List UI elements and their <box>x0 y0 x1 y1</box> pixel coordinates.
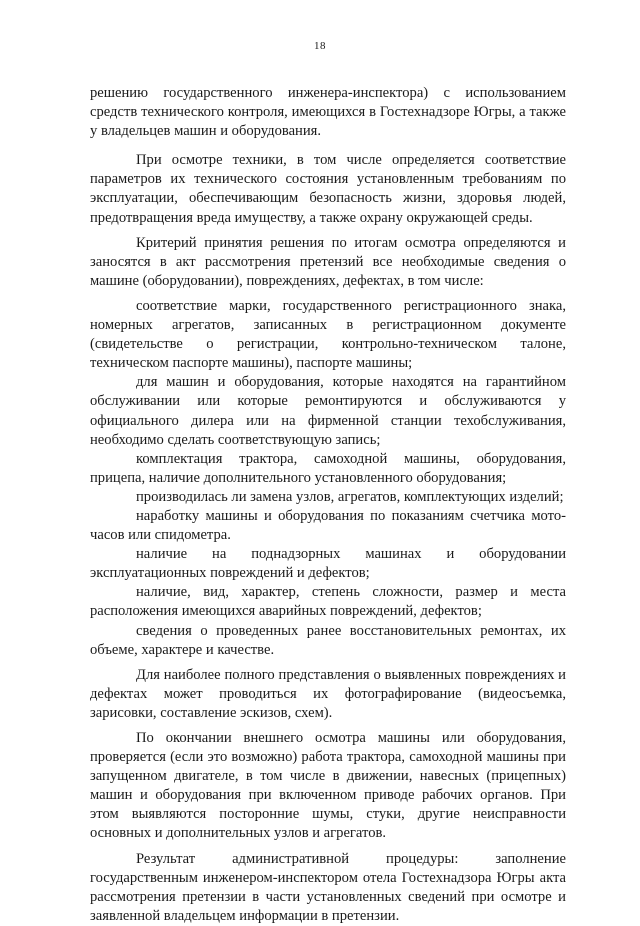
list-item: сведения о проведенных ранее восстановительных ремонтах, их объеме, характере и качестве. <box>90 622 566 658</box>
page-number: 18 <box>314 40 326 52</box>
paragraph: По окончании внешнего осмотра машины или оборудования, проверяется (если это возможно) работа трактора, самоходной машины при запущенном двигателе, в том числе в движении, навесных (прицепных) машин и оборудования при включенном приводе рабочих органов. При этом выявляются посторонние шумы, стуки, другие неисправности основных и дополнительных узлов и агрегатов. <box>90 730 566 842</box>
list-item: для машин и оборудования, которые находятся на гарантийном обслуживании или которые ремонтируются и обслуживаются у официального дилера или на фирменной станции техобслуживания, необходимо сделать соответствующую запись; <box>90 374 566 448</box>
list-item: соответствие марки, государственного регистрационного знака, номерных агрегатов, записанных в регистрационном документе (свидетельстве о регистрации, контрольно-техническом талоне, техническом паспорте машины), паспорте машины; <box>90 297 566 372</box>
document-body <box>90 84 566 926</box>
list-item: наличие на поднадзорных машинах и оборудовании эксплуатационных повреждений и дефектов; <box>90 546 566 582</box>
paragraph: Результат административной процедуры: заполнение государственным инженером-инспектором отела Гостехнадзора Югры акта рассмотрения претензии в части установленных сведений при осмотре и заявленной владельцем информации в претензии. <box>90 850 566 924</box>
paragraph: решению государственного инженера-инспектора) с использованием средств технического контроля, имеющихся в Гостехнадзоре Югры, а также у владельцев машин и оборудования. <box>90 85 566 140</box>
list-item: производилась ли замена узлов, агрегатов, комплектующих изделий; <box>136 488 564 505</box>
paragraph: Критерий принятия решения по итогам осмотра определяются и заносятся в акт рассмотрения претензий все необходимые сведения о машине (оборудовании), повреждениях, дефектах, в том числе: <box>90 234 566 289</box>
paragraph: При осмотре техники, в том числе определяется соответствие параметров их технического состояния установленным требованиям по эксплуатации, обеспечивающим безопасность жизни, здоровья людей, предотвращения вреда имуществу, а также охрану окружающей среды. <box>90 152 566 226</box>
paragraph: Для наиболее полного представления о выявленных повреждениях и дефектах может проводиться их фотографирование (видеосъемка, зарисовки, составление эскизов, схем). <box>90 666 566 721</box>
list-item: комплектация трактора, самоходной машины, оборудования, прицепа, наличие дополнительного установленного оборудования; <box>90 450 566 486</box>
list-item: наличие, вид, характер, степень сложности, размер и места расположения имеющихся аварийных повреждений, дефектов; <box>90 584 566 620</box>
list-item: наработку машины и оборудования по показаниям счетчика мото-часов или спидометра. <box>90 507 566 544</box>
